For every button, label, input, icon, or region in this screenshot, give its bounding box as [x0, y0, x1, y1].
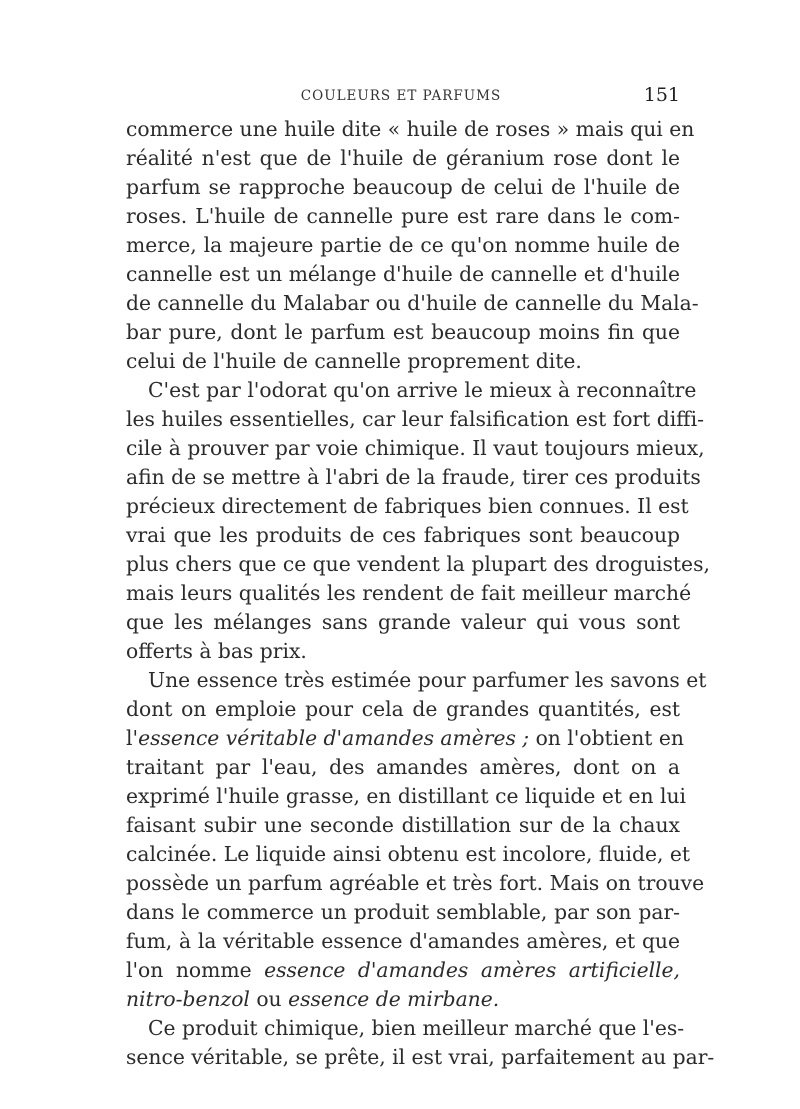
text-line-mixed: [126, 984, 680, 1014]
text-segment: l': [126, 726, 139, 750]
text-line: afin de se mettre à l'abri de la fraude, tirer ces produits: [126, 465, 701, 489]
text-line: mais leurs qualités les rendent de fait meilleur marché: [126, 581, 692, 605]
text-line: parfum se rapproche beaucoup de celui de l'huile de: [126, 175, 680, 199]
text-line: calcinée. Le liquide ainsi obtenu est incolore, fluide, et: [126, 842, 691, 866]
text-line: précieux directement de fabriques bien connues. Il est: [126, 494, 689, 518]
text-segment: ou: [249, 987, 289, 1011]
text-line-mixed: [126, 955, 680, 985]
text-line: plus chers que ce que vendent la plupart des droguistes,: [126, 552, 710, 576]
text-line: commerce une huile dite « huile de roses » mais qui en: [126, 117, 695, 141]
text-line: merce, la majeure partie de ce qu'on nomme huile de: [126, 233, 680, 257]
running-head: [122, 84, 680, 110]
text-line: vrai que les produits de ces fabriques sont beaucoup: [126, 523, 680, 547]
text-line-mixed: [126, 723, 684, 753]
italic-term: essence véritable d'amandes amères ;: [138, 726, 530, 750]
text-line: sence véritable, se prête, il est vrai, parfaitement au par-: [126, 1045, 715, 1069]
italic-term: nitro-benzol: [126, 987, 250, 1011]
text-line: celui de l'huile de cannelle proprement dite.: [126, 349, 582, 373]
text-line: Ce produit chimique, bien meilleur marché que l'es-: [148, 1016, 685, 1040]
text-line: que les mélanges sans grande valeur qui vous sont: [126, 610, 680, 634]
text-line: fum, à la véritable essence d'amandes amères, et que: [126, 929, 680, 953]
italic-term: essence de mirbane.: [288, 987, 500, 1011]
text-line: réalité n'est que de l'huile de géranium rose dont le: [126, 146, 680, 170]
text-line: faisant subir une seconde distillation sur de la chaux: [126, 813, 680, 837]
text-line: dont on emploie pour cela de grandes quantités, est: [126, 697, 680, 721]
text-line: traitant par l'eau, des amandes amères, dont on a: [126, 755, 680, 779]
text-line: les huiles essentielles, car leur falsification est fort diffi-: [126, 407, 704, 431]
text-line: possède un parfum agréable et très fort. Mais on trouve: [126, 871, 705, 895]
text-line: cile à prouver par voie chimique. Il vaut toujours mieux,: [126, 436, 705, 460]
text-segment: on l'obtient en: [529, 726, 684, 750]
text-line: dans le commerce un produit semblable, par son par-: [126, 900, 680, 924]
text-line: offerts à bas prix.: [126, 639, 307, 663]
text-line: roses. L'huile de cannelle pure est rare dans le com-: [126, 204, 680, 228]
text-line: Une essence très estimée pour parfumer les savons et: [148, 668, 707, 692]
page-number: 151: [643, 84, 680, 106]
text-line: C'est par l'odorat qu'on arrive le mieux à reconnaître: [148, 378, 697, 402]
text-line: exprimé l'huile grasse, en distillant ce liquide et en lui: [126, 784, 687, 808]
text-line: bar pure, dont le parfum est beaucoup moins fin que: [126, 320, 680, 344]
text-line: de cannelle du Malabar ou d'huile de cannelle du Mala-: [126, 291, 699, 315]
text-segment: l'on nomme: [126, 958, 265, 982]
running-title: COULEURS ET PARFUMS: [300, 88, 502, 104]
italic-term: essence d'amandes amères artificielle,: [264, 958, 680, 982]
text-line: cannelle est un mélange d'huile de cannelle et d'huile: [126, 262, 680, 286]
